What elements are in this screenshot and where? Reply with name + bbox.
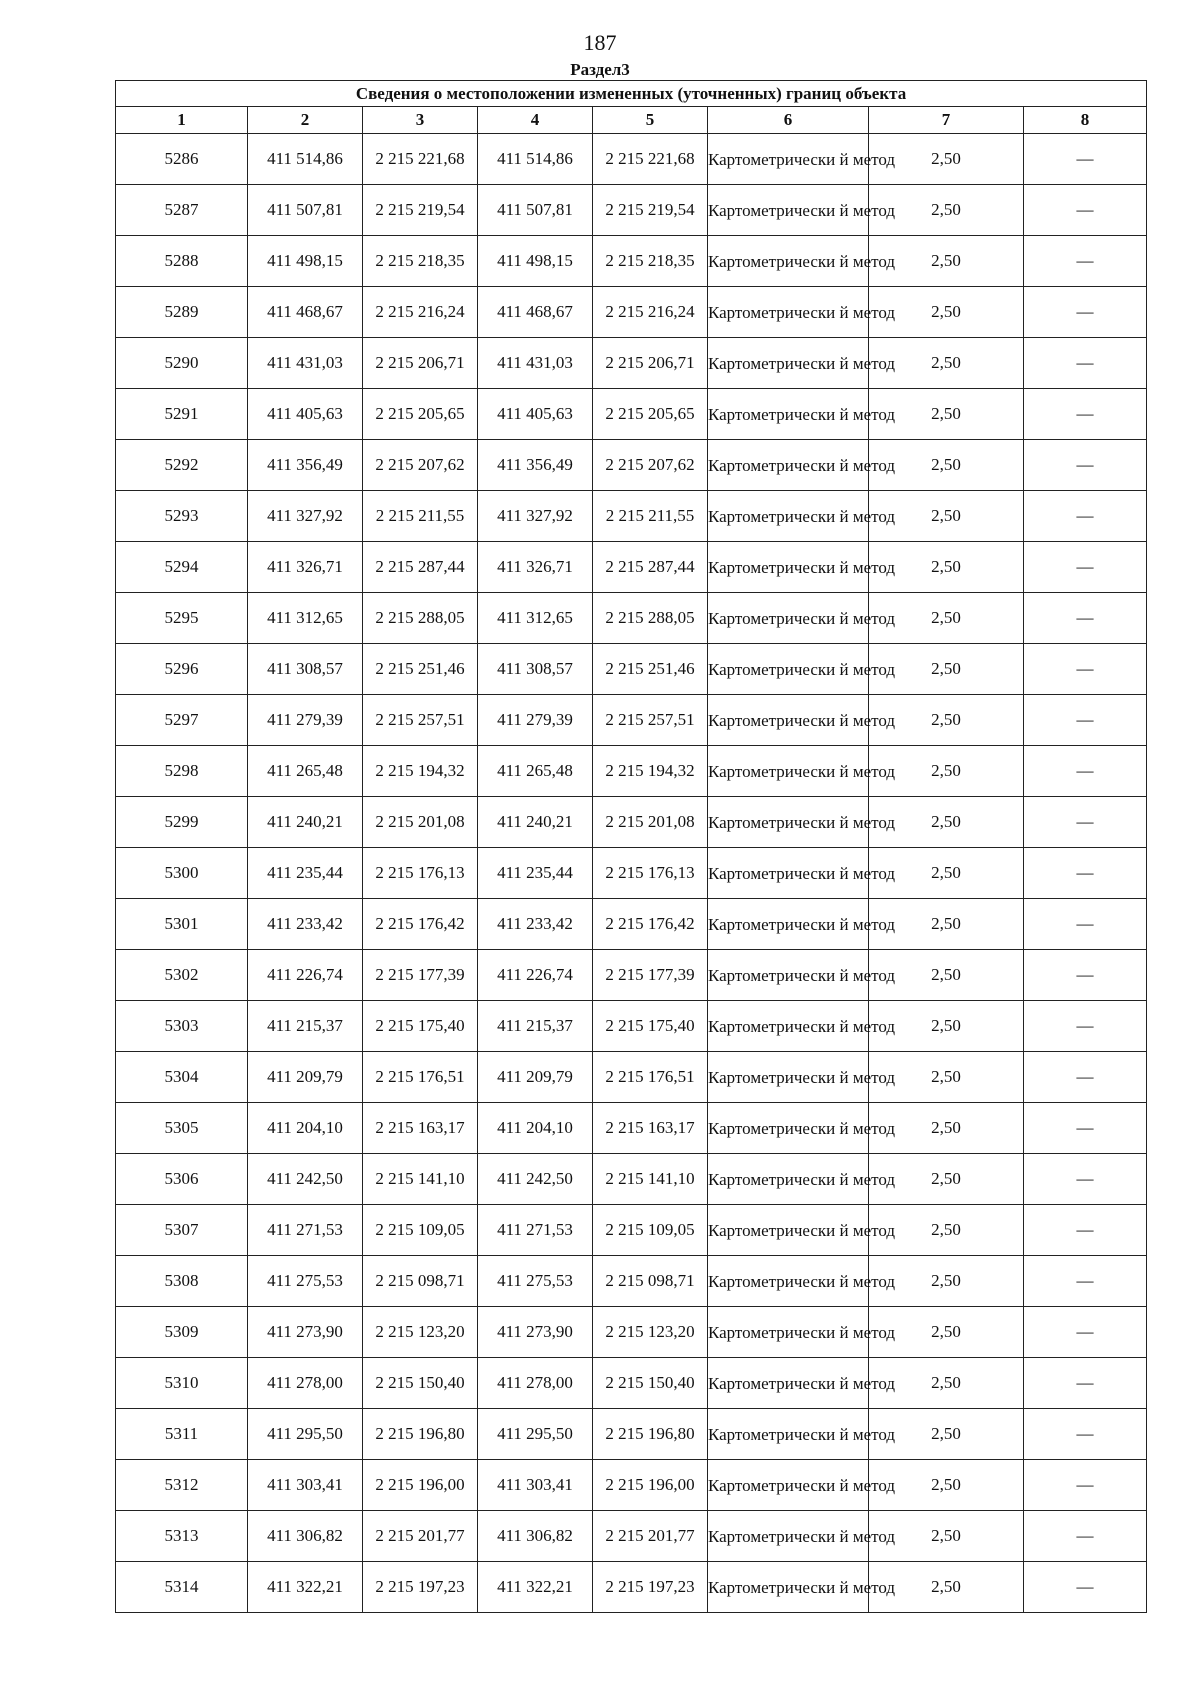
table-cell-col-5: 2 215 175,40 [593, 1001, 708, 1052]
table-row [116, 950, 1147, 1001]
table-cell-col-3: 2 215 251,46 [363, 644, 478, 695]
table-cell-col-5: 2 215 176,13 [593, 848, 708, 899]
table-cell-col-1: 5297 [116, 695, 248, 746]
table-cell-col-8: — [1024, 1562, 1147, 1613]
table-cell-col-7: 2,50 [869, 236, 1024, 287]
table-cell-col-2: 411 468,67 [248, 287, 363, 338]
table-cell-col-5: 2 215 206,71 [593, 338, 708, 389]
table-cell-col-4: 411 204,10 [478, 1103, 593, 1154]
table-cell-col-7: 2,50 [869, 695, 1024, 746]
table-cell-col-4: 411 295,50 [478, 1409, 593, 1460]
table-row [116, 899, 1147, 950]
table-cell-col-2: 411 242,50 [248, 1154, 363, 1205]
table-cell-col-2: 411 322,21 [248, 1562, 363, 1613]
table-cell-col-8: — [1024, 746, 1147, 797]
table-cell-col-8: — [1024, 440, 1147, 491]
table-cell-col-1: 5307 [116, 1205, 248, 1256]
table-cell-col-3: 2 215 176,13 [363, 848, 478, 899]
boundary-table-container [115, 80, 1147, 1613]
table-cell-col-5: 2 215 287,44 [593, 542, 708, 593]
table-cell-col-7: 2,50 [869, 1001, 1024, 1052]
table-cell-col-3: 2 215 216,24 [363, 287, 478, 338]
table-cell-col-5: 2 215 205,65 [593, 389, 708, 440]
table-caption: Сведения о местоположении измененных (уточненных) границ объекта [116, 81, 1147, 107]
table-cell-col-3: 2 215 221,68 [363, 134, 478, 185]
table-cell-col-6: Картометрически й метод [708, 797, 869, 848]
table-cell-col-1: 5299 [116, 797, 248, 848]
table-cell-col-3: 2 215 175,40 [363, 1001, 478, 1052]
table-cell-col-2: 411 356,49 [248, 440, 363, 491]
table-cell-col-6: Картометрически й метод [708, 134, 869, 185]
table-cell-col-1: 5295 [116, 593, 248, 644]
table-cell-col-2: 411 235,44 [248, 848, 363, 899]
table-cell-col-7: 2,50 [869, 1562, 1024, 1613]
table-cell-col-5: 2 215 219,54 [593, 185, 708, 236]
table-cell-col-2: 411 326,71 [248, 542, 363, 593]
table-cell-col-1: 5313 [116, 1511, 248, 1562]
table-cell-col-5: 2 215 201,77 [593, 1511, 708, 1562]
table-cell-col-3: 2 215 109,05 [363, 1205, 478, 1256]
table-cell-col-8: — [1024, 542, 1147, 593]
table-cell-col-5: 2 215 194,32 [593, 746, 708, 797]
table-cell-col-8: — [1024, 491, 1147, 542]
table-cell-col-8: — [1024, 644, 1147, 695]
table-cell-col-5: 2 215 218,35 [593, 236, 708, 287]
table-row [116, 491, 1147, 542]
table-row [116, 848, 1147, 899]
column-number-2: 2 [248, 107, 363, 134]
page-number: 187 [583, 30, 617, 55]
table-cell-col-4: 411 215,37 [478, 1001, 593, 1052]
table-cell-col-2: 411 405,63 [248, 389, 363, 440]
table-cell-col-7: 2,50 [869, 389, 1024, 440]
table-cell-col-3: 2 215 288,05 [363, 593, 478, 644]
table-cell-col-6: Картометрически й метод [708, 1154, 869, 1205]
table-row [116, 1205, 1147, 1256]
table-cell-col-2: 411 265,48 [248, 746, 363, 797]
table-cell-col-1: 5310 [116, 1358, 248, 1409]
table-cell-col-6: Картометрически й метод [708, 1256, 869, 1307]
table-cell-col-7: 2,50 [869, 1256, 1024, 1307]
table-body [116, 134, 1147, 1613]
table-row [116, 1562, 1147, 1613]
table-cell-col-5: 2 215 109,05 [593, 1205, 708, 1256]
table-row [116, 542, 1147, 593]
table-cell-col-7: 2,50 [869, 950, 1024, 1001]
table-cell-col-3: 2 215 196,80 [363, 1409, 478, 1460]
table-cell-col-7: 2,50 [869, 848, 1024, 899]
table-cell-col-3: 2 215 163,17 [363, 1103, 478, 1154]
table-cell-col-6: Картометрически й метод [708, 644, 869, 695]
table-cell-col-1: 5298 [116, 746, 248, 797]
table-cell-col-8: — [1024, 389, 1147, 440]
table-cell-col-3: 2 215 219,54 [363, 185, 478, 236]
table-cell-col-7: 2,50 [869, 491, 1024, 542]
table-cell-col-6: Картометрически й метод [708, 185, 869, 236]
table-cell-col-6: Картометрически й метод [708, 695, 869, 746]
table-cell-col-1: 5302 [116, 950, 248, 1001]
table-cell-col-8: — [1024, 1154, 1147, 1205]
table-cell-col-7: 2,50 [869, 1052, 1024, 1103]
table-cell-col-1: 5314 [116, 1562, 248, 1613]
table-row [116, 1358, 1147, 1409]
table-cell-col-6: Картометрически й метод [708, 848, 869, 899]
table-cell-col-6: Картометрически й метод [708, 899, 869, 950]
table-cell-col-6: Картометрически й метод [708, 491, 869, 542]
table-cell-col-6: Картометрически й метод [708, 1001, 869, 1052]
table-cell-col-1: 5294 [116, 542, 248, 593]
table-cell-col-6: Картометрически й метод [708, 1511, 869, 1562]
table-cell-col-3: 2 215 201,77 [363, 1511, 478, 1562]
table-row [116, 134, 1147, 185]
table-cell-col-7: 2,50 [869, 1460, 1024, 1511]
table-cell-col-6: Картометрически й метод [708, 1103, 869, 1154]
table-cell-col-1: 5309 [116, 1307, 248, 1358]
table-cell-col-7: 2,50 [869, 644, 1024, 695]
table-cell-col-4: 411 431,03 [478, 338, 593, 389]
table-cell-col-8: — [1024, 1511, 1147, 1562]
table-cell-col-5: 2 215 177,39 [593, 950, 708, 1001]
table-cell-col-1: 5286 [116, 134, 248, 185]
table-cell-col-6: Картометрически й метод [708, 1460, 869, 1511]
table-cell-col-4: 411 240,21 [478, 797, 593, 848]
table-cell-col-7: 2,50 [869, 1103, 1024, 1154]
table-cell-col-4: 411 356,49 [478, 440, 593, 491]
table-cell-col-5: 2 215 201,08 [593, 797, 708, 848]
table-cell-col-4: 411 498,15 [478, 236, 593, 287]
table-cell-col-1: 5291 [116, 389, 248, 440]
table-cell-col-1: 5311 [116, 1409, 248, 1460]
table-cell-col-1: 5292 [116, 440, 248, 491]
table-cell-col-5: 2 215 221,68 [593, 134, 708, 185]
table-cell-col-3: 2 215 201,08 [363, 797, 478, 848]
table-cell-col-5: 2 215 176,51 [593, 1052, 708, 1103]
section-title: Раздел3 [570, 60, 630, 79]
table-row [116, 1511, 1147, 1562]
table-cell-col-1: 5289 [116, 287, 248, 338]
table-cell-col-3: 2 215 123,20 [363, 1307, 478, 1358]
table-cell-col-6: Картометрически й метод [708, 542, 869, 593]
table-cell-col-2: 411 215,37 [248, 1001, 363, 1052]
table-cell-col-7: 2,50 [869, 440, 1024, 491]
table-row [116, 1103, 1147, 1154]
table-cell-col-2: 411 226,74 [248, 950, 363, 1001]
table-cell-col-1: 5308 [116, 1256, 248, 1307]
table-cell-col-2: 411 278,00 [248, 1358, 363, 1409]
table-cell-col-1: 5296 [116, 644, 248, 695]
table-cell-col-2: 411 271,53 [248, 1205, 363, 1256]
table-cell-col-8: — [1024, 236, 1147, 287]
table-row [116, 797, 1147, 848]
table-cell-col-4: 411 226,74 [478, 950, 593, 1001]
table-cell-col-3: 2 215 196,00 [363, 1460, 478, 1511]
table-cell-col-8: — [1024, 1103, 1147, 1154]
table-cell-col-3: 2 215 176,51 [363, 1052, 478, 1103]
table-cell-col-2: 411 431,03 [248, 338, 363, 389]
table-cell-col-7: 2,50 [869, 1205, 1024, 1256]
table-cell-col-4: 411 327,92 [478, 491, 593, 542]
table-cell-col-2: 411 514,86 [248, 134, 363, 185]
table-cell-col-3: 2 215 141,10 [363, 1154, 478, 1205]
table-row [116, 644, 1147, 695]
table-cell-col-5: 2 215 288,05 [593, 593, 708, 644]
column-number-4: 4 [478, 107, 593, 134]
table-cell-col-2: 411 275,53 [248, 1256, 363, 1307]
table-cell-col-7: 2,50 [869, 542, 1024, 593]
table-cell-col-8: — [1024, 950, 1147, 1001]
table-cell-col-8: — [1024, 593, 1147, 644]
table-cell-col-6: Картометрически й метод [708, 1562, 869, 1613]
table-cell-col-5: 2 215 211,55 [593, 491, 708, 542]
table-cell-col-5: 2 215 123,20 [593, 1307, 708, 1358]
table-cell-col-8: — [1024, 338, 1147, 389]
table-cell-col-4: 411 275,53 [478, 1256, 593, 1307]
table-cell-col-3: 2 215 218,35 [363, 236, 478, 287]
table-cell-col-2: 411 303,41 [248, 1460, 363, 1511]
table-cell-col-7: 2,50 [869, 134, 1024, 185]
table-cell-col-2: 411 273,90 [248, 1307, 363, 1358]
table-row [116, 1154, 1147, 1205]
table-cell-col-4: 411 271,53 [478, 1205, 593, 1256]
table-cell-col-2: 411 240,21 [248, 797, 363, 848]
table-caption-row [116, 81, 1147, 107]
table-cell-col-2: 411 312,65 [248, 593, 363, 644]
table-cell-col-6: Картометрически й метод [708, 1358, 869, 1409]
table-cell-col-3: 2 215 257,51 [363, 695, 478, 746]
table-cell-col-4: 411 405,63 [478, 389, 593, 440]
table-cell-col-3: 2 215 150,40 [363, 1358, 478, 1409]
table-cell-col-4: 411 279,39 [478, 695, 593, 746]
table-cell-col-2: 411 327,92 [248, 491, 363, 542]
table-cell-col-7: 2,50 [869, 1154, 1024, 1205]
table-cell-col-6: Картометрически й метод [708, 287, 869, 338]
table-cell-col-7: 2,50 [869, 593, 1024, 644]
table-cell-col-3: 2 215 177,39 [363, 950, 478, 1001]
table-cell-col-4: 411 308,57 [478, 644, 593, 695]
table-cell-col-8: — [1024, 797, 1147, 848]
table-cell-col-6: Картометрически й метод [708, 950, 869, 1001]
table-cell-col-3: 2 215 205,65 [363, 389, 478, 440]
column-number-6: 6 [708, 107, 869, 134]
table-cell-col-1: 5306 [116, 1154, 248, 1205]
table-cell-col-2: 411 507,81 [248, 185, 363, 236]
table-cell-col-1: 5301 [116, 899, 248, 950]
table-row [116, 1052, 1147, 1103]
table-cell-col-3: 2 215 206,71 [363, 338, 478, 389]
table-cell-col-8: — [1024, 1205, 1147, 1256]
table-cell-col-4: 411 507,81 [478, 185, 593, 236]
table-cell-col-5: 2 215 196,80 [593, 1409, 708, 1460]
table-cell-col-7: 2,50 [869, 338, 1024, 389]
table-cell-col-8: — [1024, 1052, 1147, 1103]
table-cell-col-6: Картометрически й метод [708, 1307, 869, 1358]
column-number-7: 7 [869, 107, 1024, 134]
table-cell-col-7: 2,50 [869, 746, 1024, 797]
table-cell-col-5: 2 215 176,42 [593, 899, 708, 950]
table-cell-col-3: 2 215 211,55 [363, 491, 478, 542]
table-cell-col-3: 2 215 176,42 [363, 899, 478, 950]
table-cell-col-4: 411 306,82 [478, 1511, 593, 1562]
table-cell-col-8: — [1024, 1460, 1147, 1511]
table-cell-col-4: 411 468,67 [478, 287, 593, 338]
table-cell-col-2: 411 279,39 [248, 695, 363, 746]
table-cell-col-8: — [1024, 134, 1147, 185]
table-row [116, 746, 1147, 797]
table-cell-col-8: — [1024, 848, 1147, 899]
table-cell-col-5: 2 215 163,17 [593, 1103, 708, 1154]
table-cell-col-7: 2,50 [869, 899, 1024, 950]
table-cell-col-5: 2 215 196,00 [593, 1460, 708, 1511]
table-row [116, 1001, 1147, 1052]
boundary-coordinates-table [115, 80, 1147, 1613]
table-row [116, 1409, 1147, 1460]
table-cell-col-4: 411 233,42 [478, 899, 593, 950]
table-cell-col-6: Картометрически й метод [708, 1205, 869, 1256]
table-cell-col-4: 411 273,90 [478, 1307, 593, 1358]
table-cell-col-4: 411 278,00 [478, 1358, 593, 1409]
table-cell-col-8: — [1024, 1409, 1147, 1460]
table-cell-col-6: Картометрически й метод [708, 440, 869, 491]
table-cell-col-1: 5304 [116, 1052, 248, 1103]
table-cell-col-2: 411 295,50 [248, 1409, 363, 1460]
table-cell-col-4: 411 303,41 [478, 1460, 593, 1511]
table-cell-col-5: 2 215 150,40 [593, 1358, 708, 1409]
table-cell-col-4: 411 265,48 [478, 746, 593, 797]
table-cell-col-8: — [1024, 185, 1147, 236]
column-number-row [116, 107, 1147, 134]
table-cell-col-1: 5293 [116, 491, 248, 542]
table-row [116, 236, 1147, 287]
table-cell-col-6: Картометрически й метод [708, 1052, 869, 1103]
table-cell-col-8: — [1024, 1001, 1147, 1052]
table-cell-col-4: 411 312,65 [478, 593, 593, 644]
table-cell-col-6: Картометрически й метод [708, 236, 869, 287]
table-row [116, 389, 1147, 440]
table-row [116, 185, 1147, 236]
table-cell-col-1: 5300 [116, 848, 248, 899]
table-cell-col-1: 5303 [116, 1001, 248, 1052]
table-cell-col-2: 411 306,82 [248, 1511, 363, 1562]
table-cell-col-4: 411 242,50 [478, 1154, 593, 1205]
table-row [116, 695, 1147, 746]
table-cell-col-2: 411 233,42 [248, 899, 363, 950]
table-cell-col-3: 2 215 207,62 [363, 440, 478, 491]
table-cell-col-5: 2 215 251,46 [593, 644, 708, 695]
table-row [116, 1256, 1147, 1307]
table-cell-col-3: 2 215 287,44 [363, 542, 478, 593]
table-cell-col-1: 5288 [116, 236, 248, 287]
table-cell-col-2: 411 308,57 [248, 644, 363, 695]
table-cell-col-3: 2 215 197,23 [363, 1562, 478, 1613]
table-cell-col-4: 411 326,71 [478, 542, 593, 593]
table-cell-col-2: 411 204,10 [248, 1103, 363, 1154]
table-cell-col-8: — [1024, 1358, 1147, 1409]
table-cell-col-5: 2 215 098,71 [593, 1256, 708, 1307]
table-cell-col-8: — [1024, 287, 1147, 338]
table-cell-col-1: 5312 [116, 1460, 248, 1511]
table-cell-col-6: Картометрически й метод [708, 389, 869, 440]
table-cell-col-1: 5287 [116, 185, 248, 236]
column-number-1: 1 [116, 107, 248, 134]
table-cell-col-6: Картометрически й метод [708, 593, 869, 644]
table-cell-col-4: 411 209,79 [478, 1052, 593, 1103]
table-cell-col-6: Картометрически й метод [708, 1409, 869, 1460]
table-row [116, 338, 1147, 389]
table-cell-col-7: 2,50 [869, 185, 1024, 236]
table-cell-col-4: 411 322,21 [478, 1562, 593, 1613]
table-cell-col-3: 2 215 194,32 [363, 746, 478, 797]
table-row [116, 287, 1147, 338]
table-cell-col-7: 2,50 [869, 1409, 1024, 1460]
table-cell-col-5: 2 215 216,24 [593, 287, 708, 338]
table-cell-col-8: — [1024, 1307, 1147, 1358]
column-number-5: 5 [593, 107, 708, 134]
table-cell-col-6: Картометрически й метод [708, 746, 869, 797]
column-number-3: 3 [363, 107, 478, 134]
table-cell-col-7: 2,50 [869, 1307, 1024, 1358]
table-cell-col-5: 2 215 141,10 [593, 1154, 708, 1205]
table-cell-col-6: Картометрически й метод [708, 338, 869, 389]
table-cell-col-8: — [1024, 695, 1147, 746]
table-cell-col-2: 411 498,15 [248, 236, 363, 287]
column-number-8: 8 [1024, 107, 1147, 134]
table-cell-col-4: 411 514,86 [478, 134, 593, 185]
table-cell-col-5: 2 215 197,23 [593, 1562, 708, 1613]
table-row [116, 440, 1147, 491]
table-cell-col-7: 2,50 [869, 1358, 1024, 1409]
table-cell-col-4: 411 235,44 [478, 848, 593, 899]
table-cell-col-3: 2 215 098,71 [363, 1256, 478, 1307]
table-cell-col-5: 2 215 257,51 [593, 695, 708, 746]
table-cell-col-8: — [1024, 899, 1147, 950]
table-cell-col-1: 5290 [116, 338, 248, 389]
table-cell-col-7: 2,50 [869, 287, 1024, 338]
table-cell-col-7: 2,50 [869, 797, 1024, 848]
table-cell-col-8: — [1024, 1256, 1147, 1307]
table-row [116, 593, 1147, 644]
table-row [116, 1460, 1147, 1511]
table-row [116, 1307, 1147, 1358]
table-cell-col-2: 411 209,79 [248, 1052, 363, 1103]
table-cell-col-1: 5305 [116, 1103, 248, 1154]
table-cell-col-7: 2,50 [869, 1511, 1024, 1562]
table-cell-col-5: 2 215 207,62 [593, 440, 708, 491]
